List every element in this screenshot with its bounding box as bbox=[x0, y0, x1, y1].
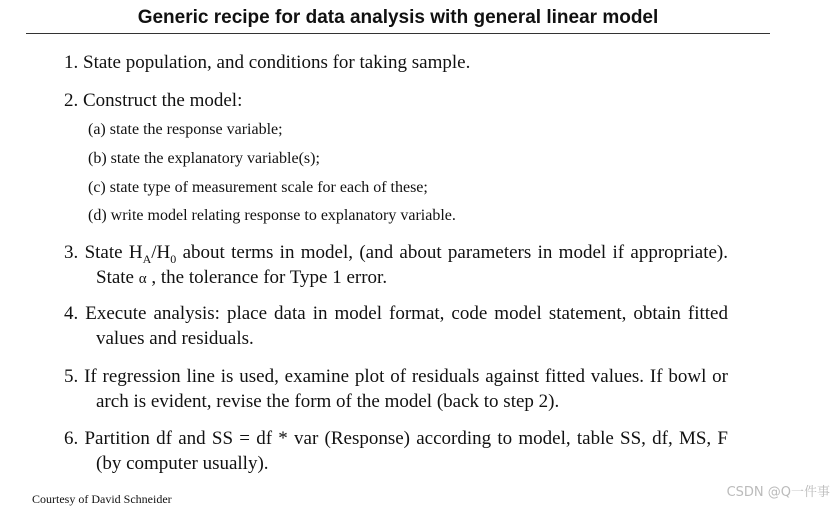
step-3 bbox=[64, 240, 728, 292]
step-3-text-d: , the tolerance for Type 1 error. bbox=[146, 267, 388, 288]
step-5: 5. If regression line is used, examine plot of residuals against fitted values. If bowl or arch is evident, revise the form of the model (back to step 2). bbox=[64, 366, 728, 412]
step-3-text-a: 3. State H bbox=[64, 242, 143, 263]
step-2: 2. Construct the model: bbox=[64, 90, 243, 111]
step-3-text-c: about terms in model, (and about parameters in model if appropriate). State bbox=[96, 242, 729, 288]
step-6: 6. Partition df and SS = df * var (Response) according to model, table SS, df, MS, F (by computer usually). bbox=[64, 428, 728, 474]
title-divider bbox=[26, 33, 770, 34]
step-2-sub-b: (b) state the explanatory variable(s); bbox=[88, 150, 320, 167]
hypothesis-0-subscript: 0 bbox=[170, 251, 177, 266]
step-4: 4. Execute analysis: place data in model format, code model statement, obtain fitted values and residuals. bbox=[64, 303, 728, 349]
hypothesis-a-subscript: A bbox=[142, 251, 152, 266]
step-2-sub-a: (a) state the response variable; bbox=[88, 121, 283, 138]
alpha-symbol: α bbox=[138, 271, 147, 287]
step-3-text-b: /H bbox=[151, 242, 171, 263]
watermark: CSDN @Q一件事 bbox=[726, 485, 830, 500]
step-2-sub-c: (c) state type of measurement scale for each of these; bbox=[88, 179, 428, 196]
page-title: Generic recipe for data analysis with general linear model bbox=[137, 7, 659, 28]
step-2-sub-d: (d) write model relating response to explanatory variable. bbox=[88, 207, 456, 224]
step-1: 1. State population, and conditions for taking sample. bbox=[64, 52, 471, 73]
credit-text: Courtesy of David Schneider bbox=[32, 492, 172, 506]
